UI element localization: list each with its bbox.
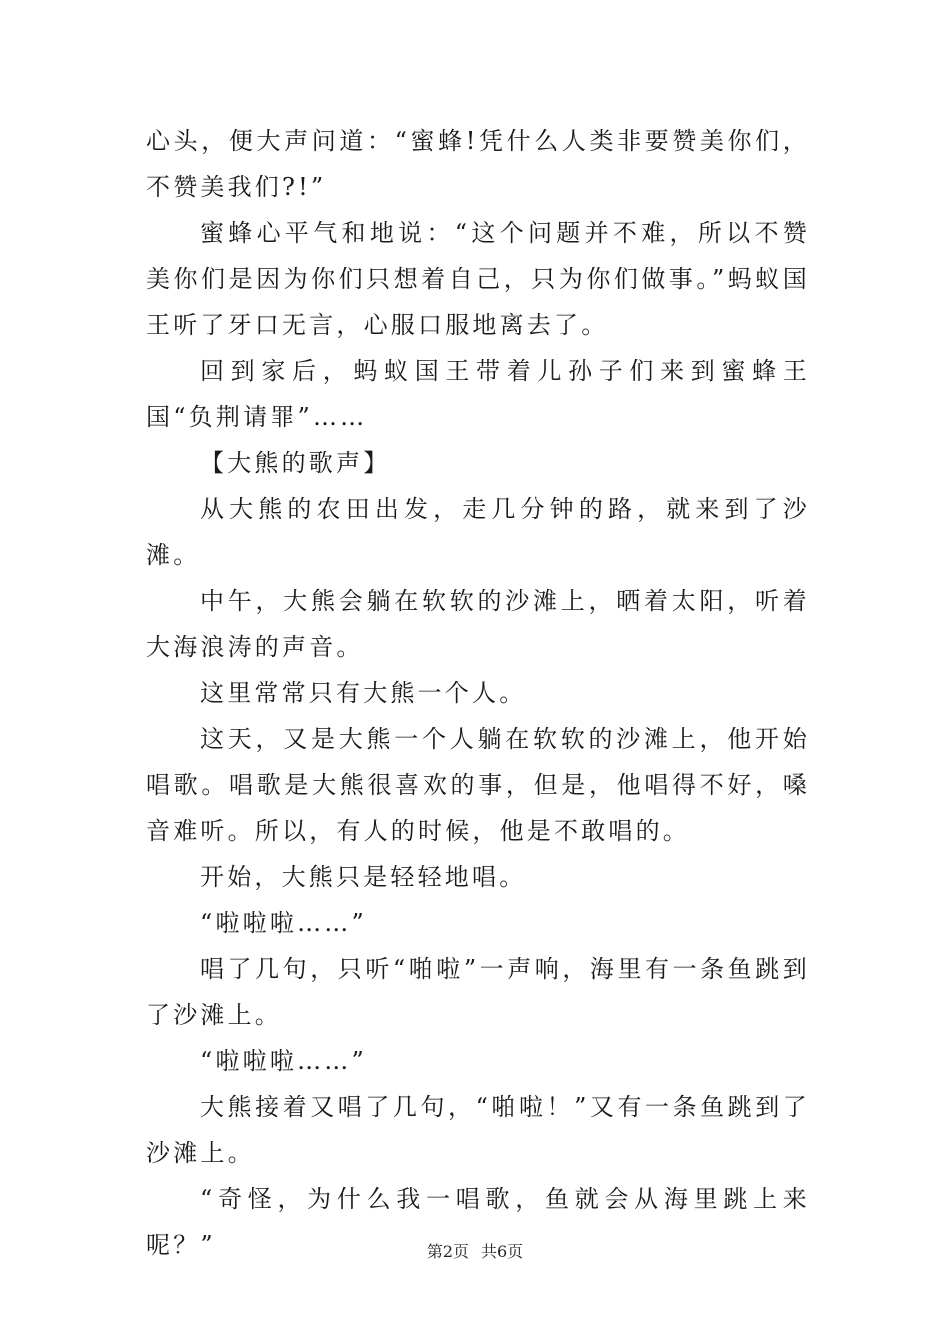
paragraph-2: 蜜蜂心平气和地说：“这个问题并不难，所以不赞美你们是因为你们只想着自己，只为你们做事。”蚂蚁国王听了牙口无言，心服口服地离去了。 [146,219,810,339]
paragraph-14: “奇怪，为什么我一唱歌，鱼就会从海里跳上来呢？” [146,1185,810,1259]
paragraph-11: 唱了几句，只听“啪啦”一声响，海里有一条鱼跳到了沙滩上。 [146,955,810,1029]
page-total: 共6页 [481,1242,524,1261]
paragraph-1: 心头，便大声问道：“蜜蜂!凭什么人类非要赞美你们，不赞美我们?!” [146,127,810,201]
section-heading: 【大熊的歌声】 [200,449,391,477]
paragraph-7: 这里常常只有大熊一个人。 [200,679,527,707]
body-text [146,118,810,1268]
paragraph-10: “啦啦啦……” [200,909,367,937]
paragraph-5: 从大熊的农田出发，走几分钟的路，就来到了沙滩。 [146,495,810,569]
page-number: 第2页 [426,1242,469,1261]
paragraph-13: 大熊接着又唱了几句，“啪啦！”又有一条鱼跳到了沙滩上。 [146,1093,810,1167]
paragraph-3: 回到家后，蚂蚁国王带着儿孙子们来到蜜蜂王国“负荆请罪”…… [146,357,810,431]
paragraph-8: 这天，又是大熊一个人躺在软软的沙滩上，他开始唱歌。唱歌是大熊很喜欢的事，但是，他唱得不好，嗓音难听。所以，有人的时候，他是不敢唱的。 [146,725,810,845]
page-footer [0,1240,950,1264]
paragraph-9: 开始，大熊只是轻轻地唱。 [200,863,527,891]
paragraph-6: 中午，大熊会躺在软软的沙滩上，晒着太阳，听着大海浪涛的声音。 [146,587,810,661]
paragraph-12: “啦啦啦……” [200,1047,367,1075]
